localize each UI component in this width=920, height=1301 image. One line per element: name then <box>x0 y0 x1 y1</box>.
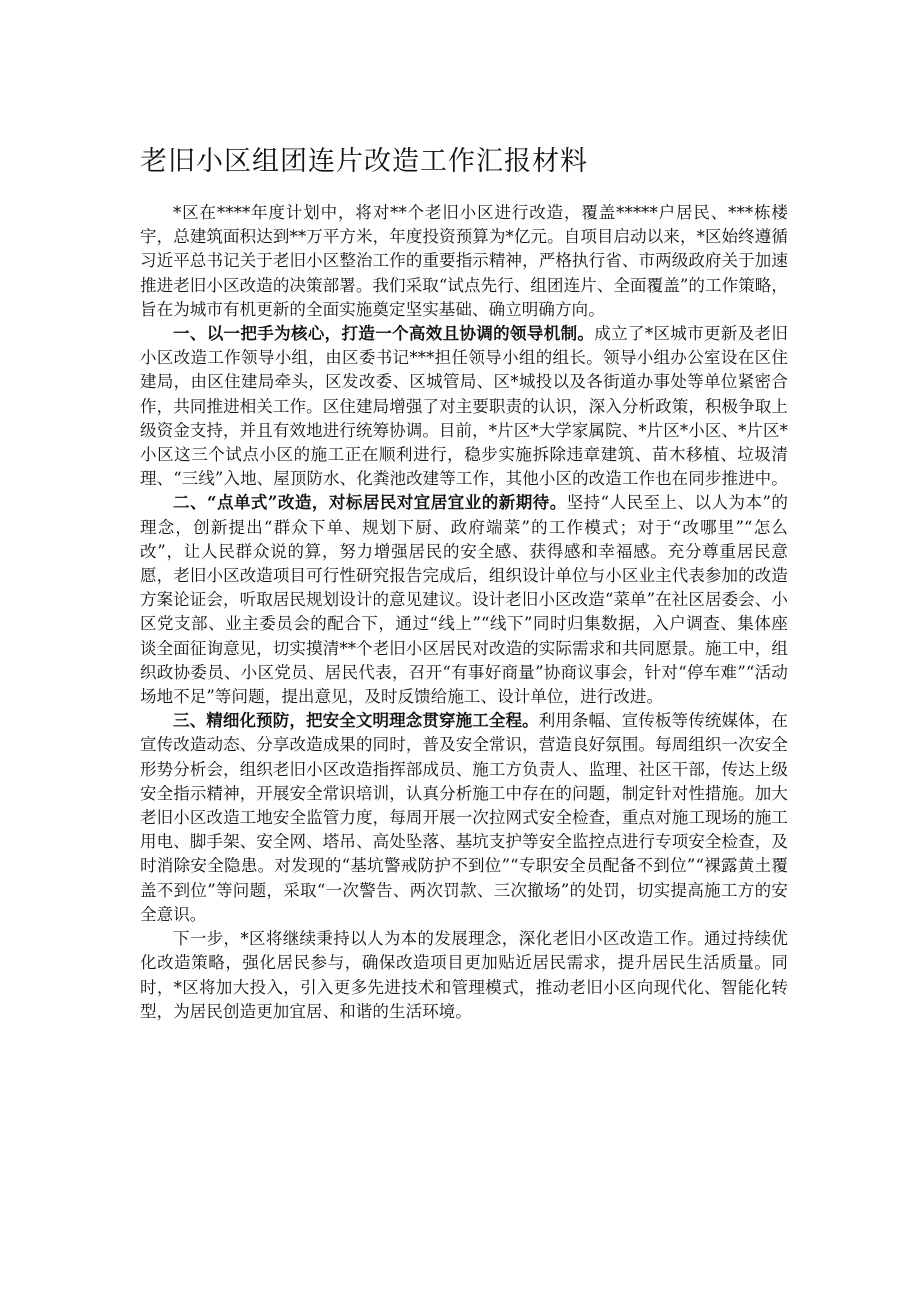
document-page <box>140 0 788 1024</box>
paragraph-text: 成立了*区城市更新及老旧小区改造工作领导小组，由区委书记***担任领导小组的组长。领导小组办公室设在区住建局，由区住建局牵头，区发改委、区城管局、区*城投以及各街道办事处等单位紧密合作，共同推进相关工作。区住建局增强了对主要职责的认识，深入分析政策，积极争取上级资金支持，并且有效地进行统筹协调。目前，*片区*大学家属院、*片区*小区、*片区*小区这三个试点小区的施工正在顺利进行，稳步实施拆除违章建筑、苗木移植、垃圾清理、“三线”入地、屋顶防水、化粪池改建等工作，其他小区的改造工作也在同步推进中。 <box>140 324 789 489</box>
paragraph-section-1 <box>140 322 788 491</box>
section-heading-1: 一、以一把手为核心，打造一个高效且协调的领导机制。 <box>173 324 595 344</box>
document-body <box>140 201 788 1024</box>
paragraph-text: *区在****年度计划中，将对**个老旧小区进行改造，覆盖*****户居民、***栋楼宇，总建筑面积达到**万平方米，年度投资预算为*亿元。自项目启动以来，*区始终遵循习近平总书记关于老旧小区整治工作的重要指示精神，严格执行省、市两级政府关于加速推进老旧小区改造的决策部署。我们采取“试点先行、组团连片、全面覆盖”的工作策略，旨在为城市有机更新的全面实施奠定坚实基础、确立明确方向。 <box>140 203 788 319</box>
paragraph-section-2 <box>140 491 788 709</box>
paragraph-section-3 <box>140 709 788 927</box>
paragraph-conclusion <box>140 927 788 1024</box>
document-title: 老旧小区组团连片改造工作汇报材料 <box>140 146 588 177</box>
section-heading-3: 三、精细化预防，把安全文明理念贯穿施工全程。 <box>173 711 539 731</box>
paragraph-text: 利用条幅、宣传板等传统媒体，在宣传改造动态、分享改造成果的同时，普及安全常识，营造良好氛围。每周组织一次安全形势分析会，组织老旧小区改造指挥部成员、施工方负责人、监理、社区干部，传达上级安全指示精神，开展安全常识培训，认真分析施工中存在的问题，制定针对性措施。加大老旧小区改造工地安全监管力度，每周开展一次拉网式安全检查，重点对施工现场的施工用电、脚手架、安全网、塔吊、高处坠落、基坑支护等安全监控点进行专项安全检查，及时消除安全隐患。对发现的“基坑警戒防护不到位”“专职安全员配备不到位”“裸露黄土覆盖不到位”等问题，采取“一次警告、两次罚款、三次撤场”的处罚，切实提高施工方的安全意识。 <box>140 711 788 924</box>
paragraph-text: 坚持“人民至上、以人为本”的理念，创新提出“群众下单、规划下厨、政府端菜”的工作模式；对于“改哪里”“怎么改”，让人民群众说的算，努力增强居民的安全感、获得感和幸福感。充分尊重居民意愿，老旧小区改造项目可行性研究报告完成后，组织设计单位与小区业主代表参加的改造方案论证会，听取居民规划设计的意见建议。设计老旧小区改造“菜单”在社区居委会、小区党支部、业主委员会的配合下，通过“线上”“线下”同时归集数据，入户调查、集体座谈全面征询意见，切实摸清**个老旧小区居民对改造的实际需求和共同愿景。施工中，组织政协委员、小区党员、居民代表，召开“有事好商量”协商议事会，针对“停车难”“活动场地不足”等问题，提出意见，及时反馈给施工、设计单位，进行改进。 <box>140 493 788 707</box>
section-heading-2: 二、“点单式”改造，对标居民对宜居宜业的新期待。 <box>173 493 567 513</box>
paragraph-intro <box>140 201 788 322</box>
paragraph-text: 下一步，*区将继续秉持以人为本的发展理念，深化老旧小区改造工作。通过持续优化改造策略，强化居民参与，确保改造项目更加贴近居民需求，提升居民生活质量。同时，*区将加大投入，引入更多先进技术和管理模式，推动老旧小区向现代化、智能化转型，为居民创造更加宜居、和谐的生活环境。 <box>140 929 788 1021</box>
